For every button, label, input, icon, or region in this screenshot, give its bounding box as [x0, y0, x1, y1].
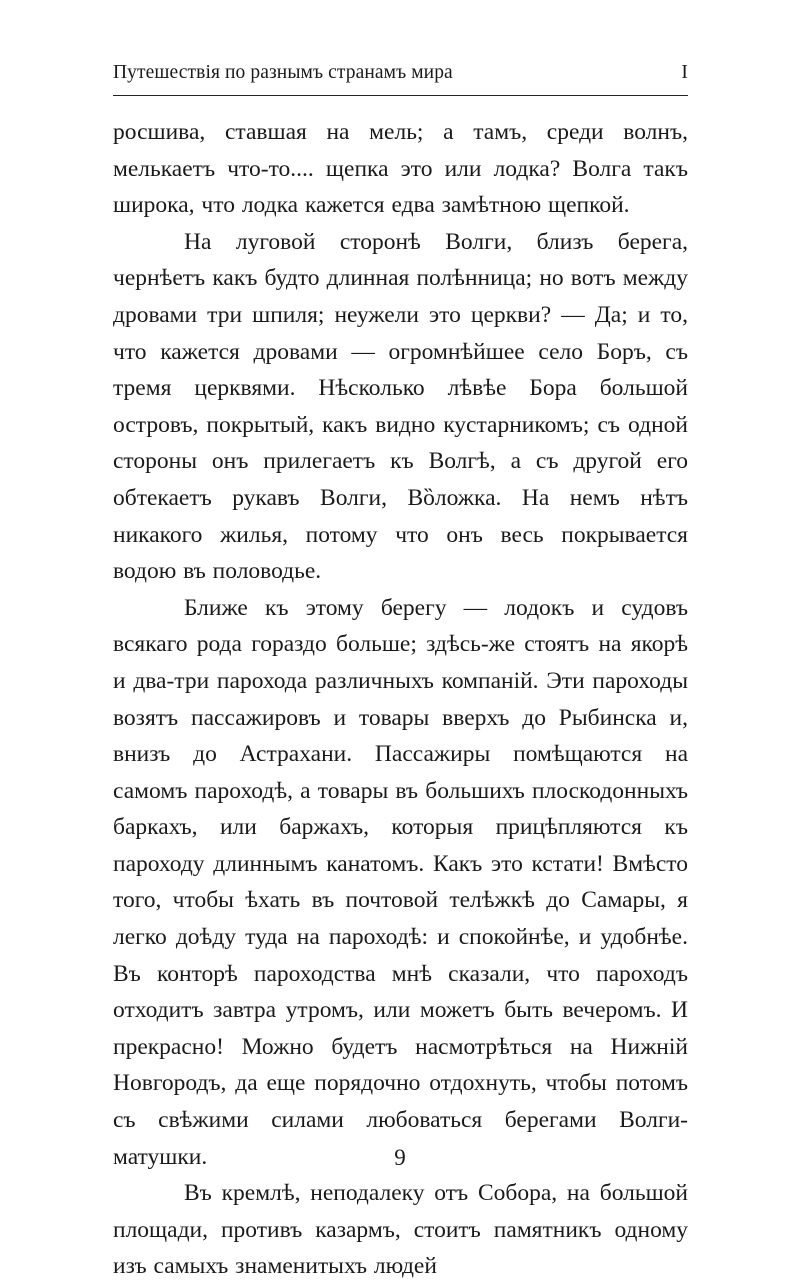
paragraph-continuation: росшива, ставшая на мель; а тамъ, среди волнъ, мелькаетъ что-то.... щепка это или лодка? Волга такъ широка, что лодка кажется едва замѣтною щепкой.: [113, 119, 688, 219]
running-title: Путешествiя по разнымъ странамъ мира: [113, 62, 453, 83]
page-number: 9: [394, 1145, 406, 1170]
chapter-number: I: [681, 62, 688, 83]
paragraph: На луговой сторонѣ Волги, близъ берега, чернѣетъ какъ будто длинная полѣнница; но вотъ между дровами три шпиля; неужели это церкви? — Да; и то, что кажется дровами — огромнѣйшее село Боръ, съ тремя церквями. Нѣсколько лѣвѣе Бора большой островъ, покрытый, какъ видно кустарникомъ; съ одной стороны онъ прилегаетъ къ Волгѣ, а съ другой его обтекаетъ рукавъ Волги, Вȍложка. На немъ нѣтъ никакого жилья, потому что онъ весь покрывается водою въ половодье.: [113, 228, 688, 585]
paragraph: Въ кремлѣ, неподалеку отъ Собора, на большой площади, противъ казармъ, стоитъ памятникъ одному изъ самыхъ знаменитыхъ людей: [113, 1180, 688, 1280]
running-header: [113, 60, 688, 86]
body-text: [113, 114, 688, 1285]
paragraph: Ближе къ этому берегу — лодокъ и судовъ всякаго рода гораздо больше; здѣсь-же стоятъ на якорѣ и два-три парохода различныхъ компанiй. Эти пароходы возятъ пассажировъ и товары вверхъ до Рыбинска и, внизъ до Астрахани. Пассажиры помѣщаются на самомъ пароходѣ, а товары въ большихъ плоскодонныхъ баркахъ, или баржахъ, которыя прицѣпляются къ пароходу длиннымъ канатомъ. Какъ это кстати! Вмѣсто того, чтобы ѣхать въ почтовой телѣжкѣ до Самары, я легко доѣду туда на пароходѣ: и спокойнѣе, и удобнѣе. Въ конторѣ пароходства мнѣ сказали, что пароходъ отходитъ завтра утромъ, или можетъ быть вечеромъ. И прекрасно! Можно будетъ насмотрѣться на Нижнiй Новгородъ, да еще порядочно отдохнуть, чтобы потомъ съ свѣжими силами любоваться берегами Волги-матушки.: [113, 594, 688, 1170]
header-rule: [113, 95, 688, 96]
